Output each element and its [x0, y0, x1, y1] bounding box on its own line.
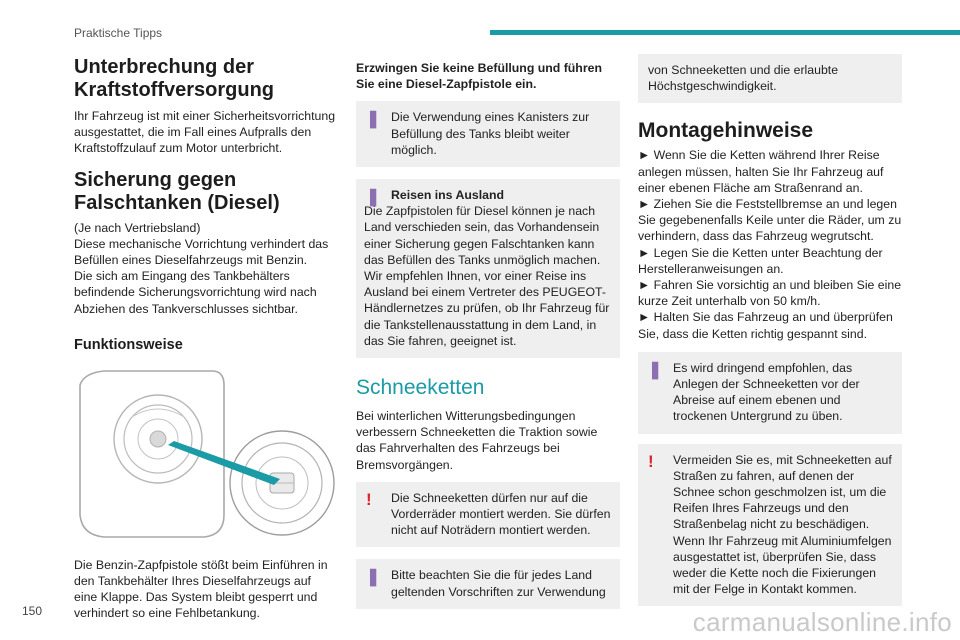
warning-box-melted-snow	[638, 444, 902, 607]
step-item: ► Halten Sie das Fahrzeug an und überprüfen Sie, dass die Ketten richtig gespannt sind.	[638, 310, 893, 341]
warning-text: Die Schneeketten dürfen nur auf die Vorderräder montiert werden. Sie dürfen nicht auf Noträdern montiert werden.	[391, 490, 611, 538]
paragraph-misfuel	[74, 220, 336, 317]
page-number: 150	[22, 604, 43, 618]
paragraph-fuel-cutoff: Ihr Fahrzeug ist mit einer Sicherheitsvorrichtung ausgestattet, die im Fall eines Aufpralls den Kraftstoffzulauf zum Motor unterbricht.	[74, 109, 336, 156]
fuel-filler-illustration	[74, 365, 336, 545]
step-item: ► Legen Sie die Ketten unter Beachtung der Herstelleranweisungen an.	[638, 245, 883, 276]
info-box-regulations	[356, 559, 620, 608]
warning-icon: !	[366, 489, 372, 509]
info-icon: ❚	[366, 567, 381, 587]
column-3	[638, 54, 902, 606]
paragraph-line: (Je nach Vertriebsland)	[74, 220, 201, 235]
info-icon: ❚	[366, 109, 381, 129]
step-item: ► Fahren Sie vorsichtig an und bleiben Sie eine kurze Zeit unterhalb von 50 km/h.	[638, 278, 902, 309]
column-2	[356, 60, 620, 609]
info-icon: ❚	[648, 359, 663, 379]
section-label: Praktische Tipps	[74, 26, 163, 40]
paragraph-line: Die sich am Eingang des Tankbehälters befindende Sicherungsvorrichtung wird nach Abziehen des Tankverschlusses sichtbar.	[74, 269, 317, 316]
paragraph-snow-chains: Bei winterlichen Witterungsbedingungen verbessern Schneeketten die Traktion sowie das Fahrverhalten des Fahrzeugs bei Bremsvorgängen.	[356, 409, 598, 472]
paragraph-line: Diese mechanische Vorrichtung verhindert das Befüllen eines Dieselfahrzeugs mit Benzin.	[74, 236, 329, 268]
mounting-steps	[638, 147, 902, 341]
watermark: carmanualsonline.info	[692, 607, 952, 637]
heading-fuel-cutoff: Unterbrechung der Kraftstoffversorgung	[74, 56, 275, 101]
info-text: Es wird dringend empfohlen, das Anlegen der Schneeketten vor der Abreise auf einem ebenen und trockenen Untergrund zu üben.	[673, 360, 860, 424]
info-icon: ❚	[366, 187, 381, 207]
step-item: ► Wenn Sie die Ketten während Ihrer Reise anlegen müssen, halten Sie Ihr Fahrzeug auf einer ebenen Fläche am Straßenrand an.	[638, 148, 884, 195]
info-box-abroad	[356, 179, 620, 358]
info-box-canister	[356, 101, 620, 167]
heading-misfuel-protection: Sicherung gegen Falschtanken (Diesel)	[74, 168, 280, 214]
paragraph-operation: Die Benzin-Zapfpistole stößt beim Einführen in den Tankbehälter Ihres Dieselfahrzeugs auf eine Klappe. Das System bleibt gesperrt und verhindert so eine Fehlbetankung.	[74, 557, 328, 621]
info-box-continuation	[638, 54, 902, 103]
heading-mounting: Montagehinweise	[638, 119, 814, 143]
column-1	[74, 52, 336, 622]
heading-snow-chains: Schneeketten	[356, 376, 485, 400]
header-accent-bar	[490, 30, 960, 35]
info-text: Die Zapfpistolen für Diesel können je nach Land verschieden sein, das Vorhandensein einer Sicherung gegen Falschtanken kann das Befüllen des Tanks unmöglich machen.	[364, 204, 601, 267]
info-text: Bitte beachten Sie die für jedes Land geltenden Vorschriften zur Verwendung	[391, 568, 606, 599]
info-text: Wir empfehlen Ihnen, vor einer Reise ins Ausland bei einem Vertreter des PEUGEOT-Händlernetzes zu prüfen, ob Ihr Fahrzeug für die Tankstellenausstattung in dem Land, in das Sie fahren, geeignet ist.	[364, 269, 610, 348]
info-title: Reisen ins Ausland	[391, 188, 504, 203]
warning-icon: !	[648, 451, 654, 471]
warning-text: Vermeiden Sie es, mit Schneeketten auf Straßen zu fahren, auf denen der Schnee schon geschmolzen ist, um die Reifen Ihres Fahrzeugs und den Straßenbelag nicht zu beschädigen. Wenn Ihr Fahrzeug mit Aluminiumfelgen ausgestattet ist, überprüfen Sie, dass weder die Kette noch die Fixierungen mit der Felge in Kontakt kommen.	[673, 452, 892, 597]
info-text: Die Verwendung eines Kanisters zur Befüllung des Tanks bleibt weiter möglich.	[391, 110, 590, 157]
heading-operation: Funktionsweise	[74, 336, 183, 353]
step-item: ► Ziehen Sie die Feststellbremse an und legen Sie gegebenenfalls Keile unter die Räder, um zu verhindern, dass das Fahrzeug wegrutscht.	[638, 197, 902, 244]
info-text: von Schneeketten und die erlaubte Höchstgeschwindigkeit.	[648, 63, 839, 94]
warning-box-front-wheels	[356, 482, 620, 548]
bold-intro: Erzwingen Sie keine Befüllung und führen Sie eine Diesel-Zapfpistole ein.	[356, 61, 602, 92]
info-box-practice	[638, 352, 902, 434]
